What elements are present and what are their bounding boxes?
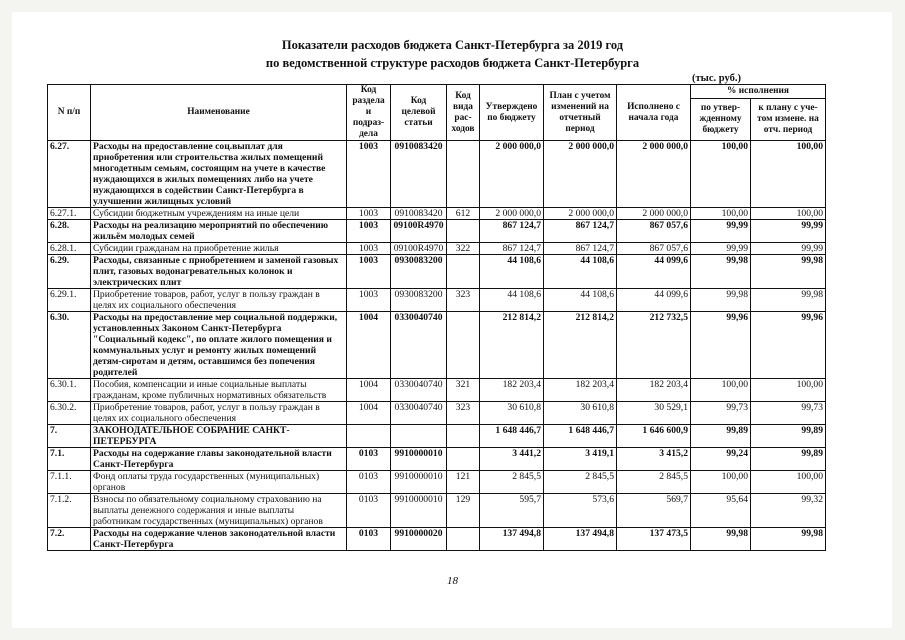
row-approved: 182 203,4	[480, 379, 544, 402]
row-pct-plan: 99,99	[751, 220, 826, 243]
row-name: Взносы по обязательному социальному страхованию на выплаты денежного содержания и иные выплаты работникам государственных (муниципальных) органов	[91, 494, 347, 528]
row-pct-approved: 99,73	[691, 402, 751, 425]
row-target-code: 0330040740	[391, 402, 447, 425]
table-row	[48, 243, 826, 255]
row-number: 6.29.1.	[48, 289, 91, 312]
row-approved: 595,7	[480, 494, 544, 528]
row-pct-approved: 99,99	[691, 243, 751, 255]
row-number: 7.1.1.	[48, 471, 91, 494]
row-expense-type-code	[447, 448, 480, 471]
table-row	[48, 379, 826, 402]
row-approved: 44 108,6	[480, 289, 544, 312]
row-expense-type-code	[447, 312, 480, 379]
row-plan: 44 108,6	[544, 255, 617, 289]
row-number: 6.28.	[48, 220, 91, 243]
row-executed: 2 000 000,0	[617, 208, 691, 220]
row-plan: 573,6	[544, 494, 617, 528]
table-row	[48, 494, 826, 528]
row-expense-type-code: 323	[447, 402, 480, 425]
row-name: Субсидии гражданам на приобретение жилья	[91, 243, 347, 255]
table-row	[48, 312, 826, 379]
row-plan: 2 000 000,0	[544, 208, 617, 220]
row-number: 6.30.	[48, 312, 91, 379]
units-label: (тыс. руб.)	[692, 73, 741, 84]
row-approved: 44 108,6	[480, 255, 544, 289]
row-section-code	[347, 425, 391, 448]
row-pct-plan: 99,32	[751, 494, 826, 528]
row-pct-approved: 95,64	[691, 494, 751, 528]
table-row	[48, 448, 826, 471]
row-plan: 182 203,4	[544, 379, 617, 402]
row-section-code: 0103	[347, 471, 391, 494]
row-target-code: 9910000020	[391, 528, 447, 551]
row-pct-approved: 100,00	[691, 471, 751, 494]
row-target-code: 9910000010	[391, 471, 447, 494]
row-pct-plan: 99,96	[751, 312, 826, 379]
row-executed: 212 732,5	[617, 312, 691, 379]
row-pct-approved: 100,00	[691, 141, 751, 208]
row-plan: 30 610,8	[544, 402, 617, 425]
header-expense-type-code: Код вида рас-ходов	[447, 85, 480, 141]
row-pct-plan: 99,89	[751, 425, 826, 448]
row-target-code: 0910083420	[391, 208, 447, 220]
row-name: Расходы на предоставление соц.выплат для приобретения или строительства жилых помещений многодетным семьям, состоящим на учете в качестве нуждающихся в жилых помещениях либо на учете нуждающихся в содействии Санкт-Петербурга в улучшении жилищных условий	[91, 141, 347, 208]
row-name: Расходы на содержание главы законодательной власти Санкт-Петербурга	[91, 448, 347, 471]
row-expense-type-code: 322	[447, 243, 480, 255]
row-approved: 867 124,7	[480, 220, 544, 243]
row-plan: 44 108,6	[544, 289, 617, 312]
row-pct-plan: 99,98	[751, 289, 826, 312]
row-name: Субсидии бюджетным учреждениям на иные цели	[91, 208, 347, 220]
row-expense-type-code: 323	[447, 289, 480, 312]
table-header	[48, 85, 826, 141]
row-pct-plan: 99,98	[751, 255, 826, 289]
row-plan: 212 814,2	[544, 312, 617, 379]
row-pct-approved: 99,98	[691, 255, 751, 289]
row-approved: 137 494,8	[480, 528, 544, 551]
row-approved: 2 000 000,0	[480, 141, 544, 208]
row-pct-approved: 99,98	[691, 289, 751, 312]
row-number: 6.30.1.	[48, 379, 91, 402]
row-number: 7.1.2.	[48, 494, 91, 528]
row-target-code: 09100R4970	[391, 243, 447, 255]
row-name: Расходы на предоставление мер социальной поддержки, установленных Законом Санкт-Петербурга "Социальный кодекс", по оплате жилого помещения и коммунальных услуг и ремонту жилых помещений детям-сиротам и детям, оставшимся без попечения родителей	[91, 312, 347, 379]
row-expense-type-code: 129	[447, 494, 480, 528]
row-pct-plan: 99,99	[751, 243, 826, 255]
table-row	[48, 528, 826, 551]
row-number: 6.30.2.	[48, 402, 91, 425]
row-pct-plan: 100,00	[751, 208, 826, 220]
row-section-code: 1004	[347, 402, 391, 425]
table-row	[48, 141, 826, 208]
row-target-code: 0930083200	[391, 289, 447, 312]
row-target-code: 0330040740	[391, 379, 447, 402]
table-row	[48, 402, 826, 425]
row-expense-type-code	[447, 255, 480, 289]
table-row	[48, 255, 826, 289]
row-number: 7.1.	[48, 448, 91, 471]
header-section-code: Код раздела и подраз-дела	[347, 85, 391, 141]
row-approved: 1 648 446,7	[480, 425, 544, 448]
row-pct-approved: 99,99	[691, 220, 751, 243]
row-name: Расходы на содержание членов законодательной власти Санкт-Петербурга	[91, 528, 347, 551]
row-approved: 2 845,5	[480, 471, 544, 494]
row-name: Приобретение товаров, работ, услуг в пользу граждан в целях их социального обеспечения	[91, 289, 347, 312]
header-executed: Исполнено с начала года	[617, 85, 691, 141]
table-row	[48, 425, 826, 448]
header-plan: План с учетом изменений на отчетный период	[544, 85, 617, 141]
row-plan: 137 494,8	[544, 528, 617, 551]
row-plan: 1 648 446,7	[544, 425, 617, 448]
table-body	[48, 141, 826, 551]
row-name: Приобретение товаров, работ, услуг в пользу граждан в целях их социального обеспечения	[91, 402, 347, 425]
row-executed: 182 203,4	[617, 379, 691, 402]
row-approved: 2 000 000,0	[480, 208, 544, 220]
row-pct-approved: 100,00	[691, 379, 751, 402]
row-section-code: 1003	[347, 255, 391, 289]
row-plan: 867 124,7	[544, 220, 617, 243]
expenditure-table	[47, 84, 826, 551]
row-pct-plan: 100,00	[751, 471, 826, 494]
row-executed: 44 099,6	[617, 255, 691, 289]
row-approved: 30 610,8	[480, 402, 544, 425]
row-target-code: 9910000010	[391, 448, 447, 471]
header-name: Наименование	[91, 85, 347, 141]
row-name: Расходы, связанные с приобретением и заменой газовых плит, газовых водонагревательных колонок и электрических плит	[91, 255, 347, 289]
row-executed: 30 529,1	[617, 402, 691, 425]
row-section-code: 1003	[347, 220, 391, 243]
row-executed: 1 646 600,9	[617, 425, 691, 448]
row-section-code: 0103	[347, 448, 391, 471]
row-expense-type-code	[447, 528, 480, 551]
row-target-code: 09100R4970	[391, 220, 447, 243]
row-target-code: 0910083420	[391, 141, 447, 208]
row-executed: 2 845,5	[617, 471, 691, 494]
row-section-code: 1004	[347, 312, 391, 379]
table-row	[48, 220, 826, 243]
row-expense-type-code: 612	[447, 208, 480, 220]
row-approved: 212 814,2	[480, 312, 544, 379]
row-pct-approved: 99,24	[691, 448, 751, 471]
row-approved: 867 124,7	[480, 243, 544, 255]
row-target-code: 0930083200	[391, 255, 447, 289]
row-plan: 3 419,1	[544, 448, 617, 471]
row-plan: 867 124,7	[544, 243, 617, 255]
row-executed: 2 000 000,0	[617, 141, 691, 208]
row-pct-plan: 99,89	[751, 448, 826, 471]
row-name: Фонд оплаты труда государственных (муниципальных) органов	[91, 471, 347, 494]
header-approved: Утверждено по бюджету	[480, 85, 544, 141]
table-row	[48, 208, 826, 220]
row-executed: 867 057,6	[617, 220, 691, 243]
row-expense-type-code	[447, 425, 480, 448]
header-pct-plan: к плану с уче-том измене. на отч. период	[751, 99, 826, 141]
row-pct-approved: 100,00	[691, 208, 751, 220]
row-target-code: 9910000010	[391, 494, 447, 528]
row-section-code: 1003	[347, 141, 391, 208]
row-executed: 44 099,6	[617, 289, 691, 312]
report-subtitle: по ведомственной структуре расходов бюджета Санкт-Петербурга	[265, 56, 640, 70]
row-plan: 2 000 000,0	[544, 141, 617, 208]
page-number: 18	[447, 575, 458, 587]
row-name: Расходы на реализацию мероприятий по обеспечению жильём молодых семей	[91, 220, 347, 243]
row-number: 6.27.1.	[48, 208, 91, 220]
row-pct-approved: 99,89	[691, 425, 751, 448]
row-number: 7.	[48, 425, 91, 448]
row-executed: 3 415,2	[617, 448, 691, 471]
row-executed: 137 473,5	[617, 528, 691, 551]
row-executed: 569,7	[617, 494, 691, 528]
row-number: 7.2.	[48, 528, 91, 551]
row-expense-type-code: 121	[447, 471, 480, 494]
row-plan: 2 845,5	[544, 471, 617, 494]
header-percent-group: % исполнения	[691, 85, 826, 99]
header-num: N п/п	[48, 85, 91, 141]
row-pct-plan: 100,00	[751, 379, 826, 402]
row-target-code: 0330040740	[391, 312, 447, 379]
row-pct-approved: 99,98	[691, 528, 751, 551]
row-section-code: 0103	[347, 494, 391, 528]
row-section-code: 1004	[347, 379, 391, 402]
row-expense-type-code	[447, 220, 480, 243]
table-row	[48, 289, 826, 312]
row-executed: 867 057,6	[617, 243, 691, 255]
row-number: 6.29.	[48, 255, 91, 289]
row-pct-plan: 99,98	[751, 528, 826, 551]
table-row	[48, 471, 826, 494]
row-target-code	[391, 425, 447, 448]
row-expense-type-code: 321	[447, 379, 480, 402]
row-number: 6.28.1.	[48, 243, 91, 255]
row-pct-approved: 99,96	[691, 312, 751, 379]
row-approved: 3 441,2	[480, 448, 544, 471]
row-pct-plan: 100,00	[751, 141, 826, 208]
report-title: Показатели расходов бюджета Санкт-Петербурга за 2019 год	[281, 38, 624, 52]
row-section-code: 0103	[347, 528, 391, 551]
row-number: 6.27.	[48, 141, 91, 208]
row-section-code: 1003	[347, 208, 391, 220]
row-name: Пособия, компенсации и иные социальные выплаты гражданам, кроме публичных нормативных обязательств	[91, 379, 347, 402]
header-target-code: Код целевой статьи	[391, 85, 447, 141]
header-pct-approved: по утвер-жденному бюджету	[691, 99, 751, 141]
row-section-code: 1003	[347, 289, 391, 312]
row-section-code: 1003	[347, 243, 391, 255]
row-name: ЗАКОНОДАТЕЛЬНОЕ СОБРАНИЕ САНКТ-ПЕТЕРБУРГА	[91, 425, 347, 448]
row-pct-plan: 99,73	[751, 402, 826, 425]
row-expense-type-code	[447, 141, 480, 208]
